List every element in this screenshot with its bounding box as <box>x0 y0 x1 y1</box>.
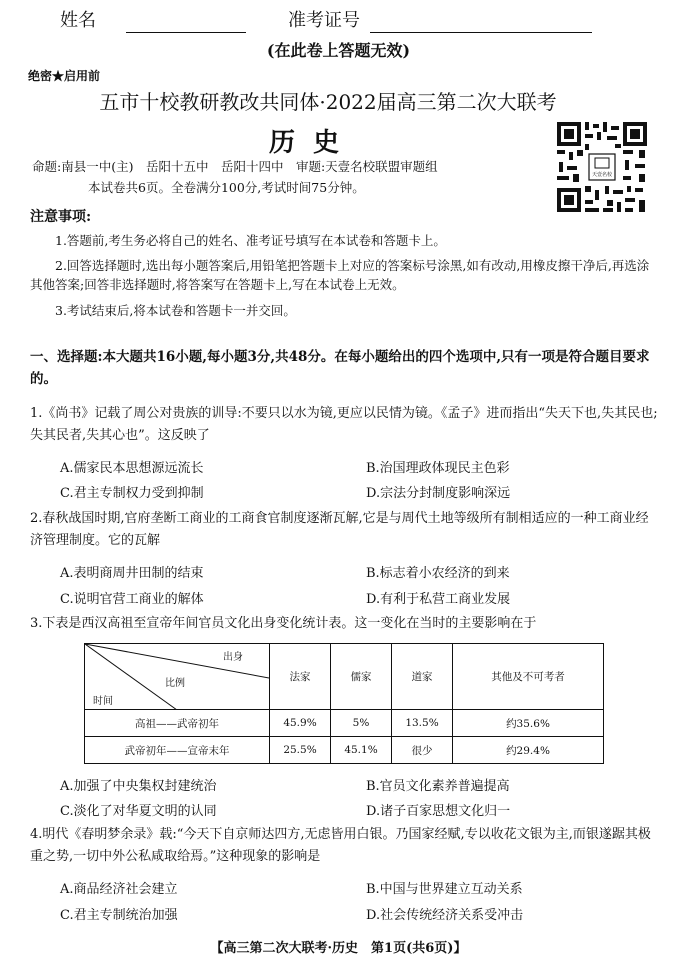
page-footer: 【高三第二次大联考·历史 第1页(共6页)】 <box>210 941 467 956</box>
question-4-stem: 4.明代《春明梦余录》载:“今天下自京师达四方,无虑皆用白银。乃国家经赋,专以收花文银为主,而银遂踞其极重之势,一切中外公私咸取给焉。”这种现象的影响是 <box>30 827 651 864</box>
table-header-cell: 儒家 <box>331 644 392 710</box>
q4-option-a: A.商品经济社会建立 <box>60 882 178 897</box>
table-row-period: 高祖——武帝初年 <box>85 710 270 737</box>
table-cell: 5% <box>331 710 392 737</box>
q3-option-a: A.加强了中央集权封建统治 <box>60 779 217 794</box>
question-2-stem: 2.春秋战国时期,官府垄断工商业的工商食官制度逐渐瓦解,它是与周代土地等级所有制相适应的一种工商业经济管理制度。它的瓦解 <box>30 511 649 548</box>
table-row <box>85 737 604 764</box>
q1-option-a: A.儒家民本思想源远流长 <box>60 461 204 476</box>
diag-label-ratio: 比例 <box>165 678 185 689</box>
qr-code-icon <box>555 120 649 214</box>
table-row-period: 武帝初年——宣帝末年 <box>85 737 270 764</box>
q1-option-d: D.宗法分封制度影响深远 <box>366 486 511 501</box>
q2-option-d: D.有利于私营工商业发展 <box>366 592 511 607</box>
table-diagonal-header <box>85 644 270 710</box>
q2-option-c: C.说明官营工商业的解体 <box>60 592 204 607</box>
secret-mark: 绝密★启用前 <box>28 69 101 83</box>
q3-option-c: C.淡化了对华夏文明的认同 <box>60 804 217 819</box>
q4-option-b: B.中国与世界建立互动关系 <box>366 882 523 897</box>
notice-item-2: 2.回答选择题时,选出每小题答案后,用铅笔把答题卡上对应的答案标号涂黑,如有改动,用橡皮擦干净后,再选涂其他答案;回答非选择题时,将答案写在答题卡上,写在本试卷上无效。 <box>30 258 650 292</box>
table-header-cell: 道家 <box>392 644 453 710</box>
q3-option-b: B.官员文化素养普遍提高 <box>366 779 510 794</box>
section-heading: 一、选择题:本大题共16小题,每小题3分,共48分。在每小题给出的四个选项中,只有一项是符合题目要求的。 <box>30 349 650 387</box>
table-cell: 25.5% <box>270 737 331 764</box>
q1-option-b: B.治国理政体现民主色彩 <box>366 461 510 476</box>
exam-info: 本试卷共6页。全卷满分100分,考试时间75分钟。 <box>88 180 365 195</box>
table-cell: 13.5% <box>392 710 453 737</box>
id-blank <box>370 32 592 33</box>
stats-table <box>84 643 604 764</box>
table-cell: 约35.6% <box>453 710 604 737</box>
invalid-note: (在此卷上答题无效) <box>266 41 411 60</box>
table-cell: 45.1% <box>331 737 392 764</box>
authors-line: 命题:南县一中(主) 岳阳十五中 岳阳十四中 审题:天壹名校联盟审题组 <box>32 159 438 174</box>
notice-item-1: 1.答题前,考生务必将自己的姓名、准考证号填写在本试卷和答题卡上。 <box>55 233 446 248</box>
id-label: 准考证号 <box>288 10 360 31</box>
q2-option-a: A.表明商周井田制的结束 <box>60 566 204 581</box>
table-cell: 约29.4% <box>453 737 604 764</box>
table-cell: 45.9% <box>270 710 331 737</box>
name-blank <box>126 32 246 33</box>
q4-option-c: C.君主专制统治加强 <box>60 908 178 923</box>
table-header-cell: 法家 <box>270 644 331 710</box>
notice-item-3: 3.考试结束后,将本试卷和答题卡一并交回。 <box>55 303 296 318</box>
q3-option-d: D.诸子百家思想文化归一 <box>366 804 511 819</box>
q2-option-b: B.标志着小农经济的到来 <box>366 566 510 581</box>
diag-label-time: 时间 <box>93 696 113 707</box>
subject-title: 历史 <box>268 128 357 158</box>
table-cell: 很少 <box>392 737 453 764</box>
exam-title: 五市十校教研教改共同体·2022届高三第二次大联考 <box>99 90 557 114</box>
table-row <box>85 710 604 737</box>
q1-option-c: C.君主专制权力受到抑制 <box>60 486 204 501</box>
q4-option-d: D.社会传统经济关系受冲击 <box>366 908 524 923</box>
question-1-stem: 1.《尚书》记载了周公对贵族的训导:不要只以水为镜,更应以民情为镜。《孟子》进而指出“失天下也,失其民也;失其民者,失其心也”。这反映了 <box>30 406 658 443</box>
question-3-stem: 3.下表是西汉高祖至宣帝年间官员文化出身变化统计表。这一变化在当时的主要影响在于 <box>30 616 537 631</box>
diag-label-origin: 出身 <box>223 652 243 663</box>
qr-label: 天壹名校 <box>591 172 613 178</box>
candidate-fields <box>60 6 620 36</box>
name-label: 姓名 <box>60 10 96 31</box>
table-header-cell: 其他及不可考者 <box>453 644 604 710</box>
notice-heading: 注意事项: <box>30 209 92 225</box>
